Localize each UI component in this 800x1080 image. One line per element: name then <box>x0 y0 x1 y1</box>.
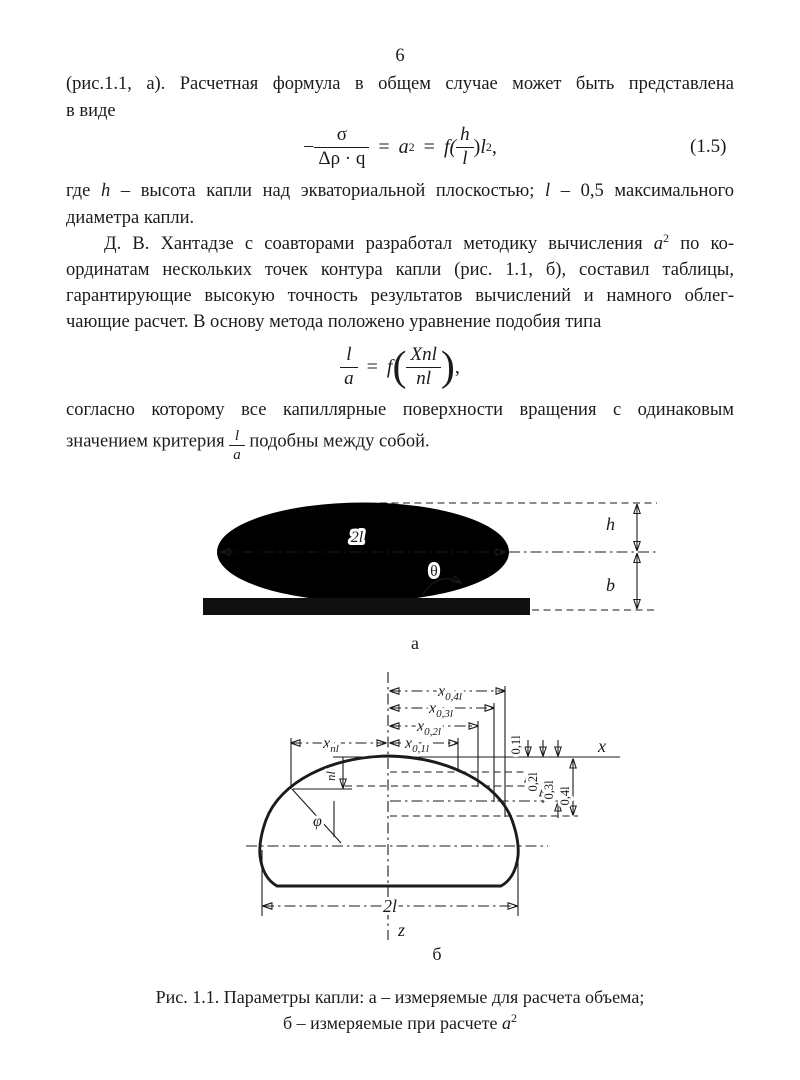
formula-similarity: $\frac{l}{a}$ = f ( $\frac{\text{Xnl}}{nl}$ ) , <box>0 336 800 398</box>
d01-label: 0,1l <box>509 735 523 755</box>
dim-xnl-label: $x_{nl}$ <box>323 735 339 755</box>
figure-a <box>203 503 657 654</box>
paragraph-line: ординатам нескольких точек контура капли (рис. 1.1, б), составил таблицы, <box>66 260 734 280</box>
dim-nl-label: nl <box>324 771 338 781</box>
paragraph-line: (рис.1.1, а). Расчетная формула в общем случае может быть представлена <box>66 74 734 94</box>
axis-x-label: x <box>598 736 606 756</box>
paragraph-line: в виде <box>66 101 116 121</box>
func-f: f <box>386 355 393 378</box>
inline-fraction-l-a: $\frac{l}{a}$ <box>229 428 245 463</box>
equals: = <box>423 135 435 158</box>
var-l: l <box>480 135 486 158</box>
figure-a-label: а <box>411 633 419 653</box>
d04-label: 0,4l <box>558 786 572 806</box>
dim-2l-label: 2l <box>382 896 398 916</box>
dim-x01-label: $x_{0,1l}$ <box>405 735 429 755</box>
dim-2l-label: 2l <box>350 529 364 546</box>
paragraph-line: диаметра капли. <box>66 208 195 228</box>
figure-caption-line1: Рис. 1.1. Параметры капли: а – измеряемые для расчета объема; <box>155 987 645 1007</box>
phi-label: φ <box>313 813 322 830</box>
minus-sign: − <box>303 135 315 158</box>
paragraph-line: чающие расчет. В основу метода положено уравнение подобия типа <box>66 312 602 332</box>
paragraph-line: гарантирующие высокую точность результатов вычислений и намного облег- <box>66 286 734 306</box>
comma: , <box>454 355 460 378</box>
formula-1-5: − $\frac{\sigma}{\Delta\rho \cdot q}$ = a 2 = f( $\frac{h}{l}$ ) l 2 , (1.5) <box>303 123 727 169</box>
comma: , <box>491 135 497 158</box>
theta-label: θ <box>430 563 438 580</box>
fraction-sigma: $\frac{\sigma}{\Delta\rho \cdot q}$ <box>314 125 369 169</box>
var-a: a <box>398 135 409 158</box>
func-f: f( <box>443 135 457 158</box>
figure-caption-line2: б – измеряемые при расчете $а^2$ <box>282 1011 518 1033</box>
equals: = <box>378 135 390 158</box>
paragraph-line: Д. В. Хантадзе с соавторами разработал методику вычисления $a^2$ по ко- <box>104 230 734 254</box>
substrate-bar <box>203 598 530 615</box>
dim-x03-label: $x_{0,3l}$ <box>429 700 453 720</box>
d03-label: 0,3l <box>542 780 556 800</box>
axis-z-label: z <box>398 920 406 940</box>
fraction-xnl: $\frac{\text{Xnl}}{nl}$ <box>406 345 440 389</box>
equals: = <box>366 355 378 378</box>
droplet-contour <box>260 756 519 886</box>
figure-b-label: б <box>432 944 442 964</box>
dim-x02-label: $x_{0,2l}$ <box>417 718 441 738</box>
page-number: 6 <box>395 46 405 66</box>
fraction-h-l: $\frac{h}{l}$ <box>456 125 474 169</box>
fraction-l-a: $\frac{l}{a}$ <box>340 345 358 389</box>
equation-tag: (1.5) <box>690 136 727 157</box>
paragraph-line: согласно которому все капиллярные поверхности вращения с одинаковым <box>66 400 734 420</box>
figure-b <box>246 672 620 964</box>
paren: ) <box>473 135 481 158</box>
dim-x04-label: $x_{0,4l}$ <box>438 683 462 703</box>
d02-label: 0,2l <box>526 772 540 792</box>
paragraph-line: значением критерия $\frac{l}{a}$ подобны между собой. <box>66 428 430 464</box>
paragraph-line: где h – высота капли над экваториальной плоскостью; l – 0,5 максимального <box>66 181 734 201</box>
h-label: h <box>606 514 615 534</box>
b-label: b <box>606 575 615 595</box>
